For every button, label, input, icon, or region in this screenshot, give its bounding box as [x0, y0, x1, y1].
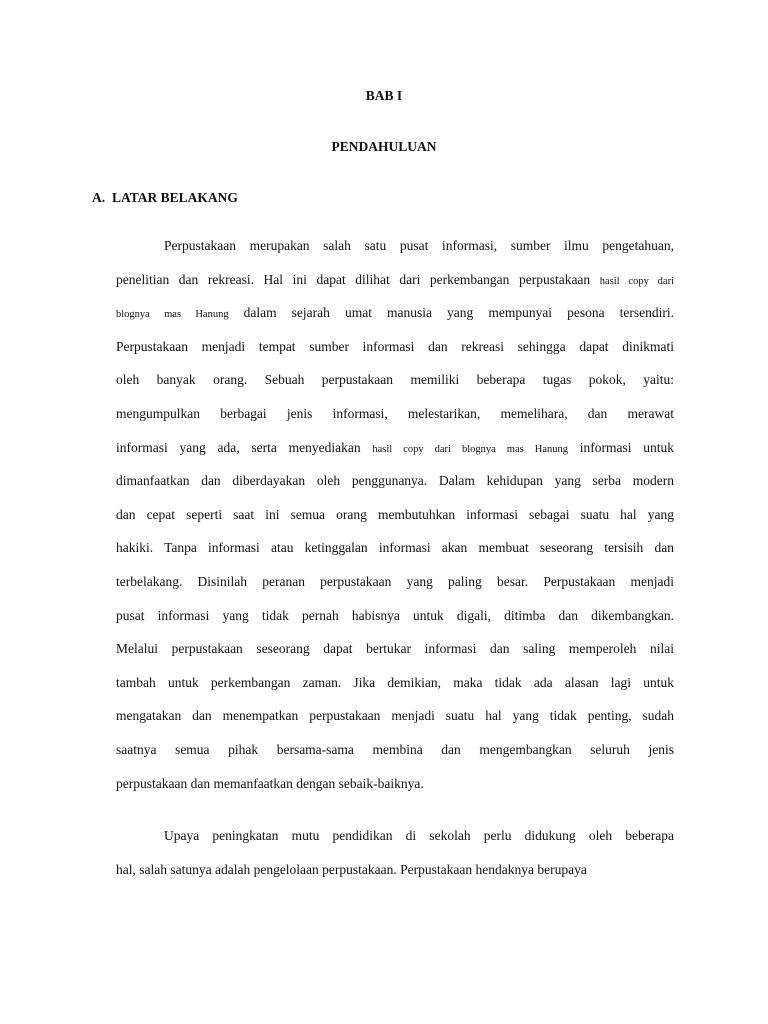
text-line [116, 337, 674, 371]
text-line [116, 572, 674, 606]
line-text: penelitian dan rekreasi. Hal ini dapat dilihat dari perkembangan perpustakaan [116, 271, 600, 287]
text-line [116, 673, 674, 707]
line-text: Melalui perpustakaan seseorang dapat bertukar informasi dan saling memperoleh nilai [116, 641, 674, 657]
inline-watermark-text: hasil copy dari [599, 275, 674, 287]
paragraph-1 [116, 236, 674, 807]
text-line [116, 774, 674, 808]
line-text: mengatakan dan menempatkan perpustakaan menjadi suatu hal yang tidak penting, sudah [116, 708, 674, 724]
line-text: dalam sejarah umat manusia yang mempunyai pesona tersendiri. [228, 305, 674, 321]
inline-watermark-text: hasil copy dari blognya mas Hanung [372, 443, 568, 455]
paragraph-2 [116, 826, 674, 893]
line-text: saatnya semua pihak bersama-sama membina dan mengembangkan seluruh jenis [116, 741, 674, 757]
text-line [116, 303, 674, 337]
text-line [116, 538, 674, 572]
line-text: hakiki. Tanpa informasi atau ketinggalan informasi akan membuat seseorang tersisih dan [116, 540, 674, 556]
line-text: Upaya peningkatan mutu pendidikan di sekolah perlu didukung oleh beberapa [164, 828, 674, 843]
line-text: hal, salah satunya adalah pengelolaan perpustakaan. Perpustakaan hendaknya berupaya [116, 861, 587, 877]
line-text: tambah untuk perkembangan zaman. Jika demikian, maka tidak ada alasan lagi untuk [116, 674, 674, 690]
text-line [116, 826, 674, 860]
line-text: dimanfaatkan dan diberdayakan oleh penggunanya. Dalam kehidupan yang serba modern [116, 473, 674, 489]
text-line [116, 438, 674, 472]
text-line [116, 471, 674, 505]
text-line [116, 740, 674, 774]
text-line [116, 639, 674, 673]
section-title: LATAR BELAKANG [112, 190, 238, 205]
line-text: mengumpulkan berbagai jenis informasi, melestarikan, memelihara, dan merawat [116, 405, 674, 421]
line-text: terbelakang. Disinilah peranan perpustakaan yang paling besar. Perpustakaan menjadi [116, 573, 674, 589]
line-text: Perpustakaan menjadi tempat sumber informasi dan rekreasi sehingga dapat dinikmati [116, 338, 674, 354]
chapter-heading: BAB I [365, 88, 403, 103]
line-text: informasi untuk [567, 439, 674, 455]
text-line [116, 505, 674, 539]
line-text: oleh banyak orang. Sebuah perpustakaan memiliki beberapa tugas pokok, yaitu: [116, 372, 674, 388]
chapter-title: PENDAHULUAN [331, 139, 437, 154]
text-line [116, 270, 674, 304]
line-text: perpustakaan dan memanfaatkan dengan sebaik-baiknya. [116, 775, 424, 791]
line-text: informasi yang ada, serta menyediakan [116, 439, 373, 455]
text-line [116, 404, 674, 438]
text-line [116, 606, 674, 640]
text-line [116, 860, 674, 894]
section-heading [92, 190, 238, 206]
section-number: A. [92, 190, 106, 205]
text-line [116, 370, 674, 404]
line-text: dan cepat seperti saat ini semua orang membutuhkan informasi sebagai suatu hal yang [116, 506, 674, 522]
line-text: pusat informasi yang tidak pernah habisnya untuk digali, ditimba dan dikembangkan. [116, 607, 674, 623]
inline-watermark-text: blognya mas Hanung [116, 309, 229, 321]
line-text: Perpustakaan merupakan salah satu pusat informasi, sumber ilmu pengetahuan, [164, 238, 674, 253]
text-line [116, 236, 674, 270]
text-line [116, 706, 674, 740]
